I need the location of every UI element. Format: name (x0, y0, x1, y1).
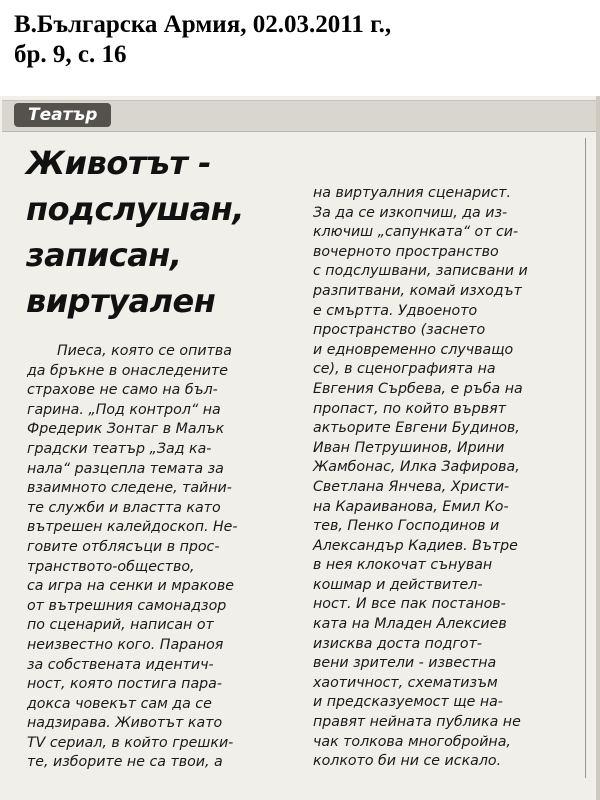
text-line: нала“ разцепла темата за (27, 460, 224, 477)
text-line: актьорите Евгени Будинов, (313, 420, 520, 437)
text-line: ключиш „сапунката“ от си- (313, 224, 519, 241)
text-line: Жамбонас, Илка Зафирова, (313, 459, 520, 476)
text-line: те, изборите не са твои, а (27, 754, 223, 771)
text-line: Иван Петрушинов, Ирини (313, 439, 505, 456)
text-line: изисква доста подгот- (313, 635, 482, 652)
text-line: кошмар и действител- (313, 576, 483, 593)
text-line: вени зрители - известна (313, 655, 497, 672)
clipping-edge (596, 96, 600, 800)
text-line: хаотичност, схематизъм (313, 674, 498, 691)
headline-line: записан, (26, 236, 182, 274)
text-line: страхове не само на бъл- (27, 382, 218, 399)
source-line-2: бр. 9, с. 16 (14, 41, 127, 68)
text-line: ност. И все пак постанов- (313, 596, 506, 613)
text-line: на виртуалния сценарист. (313, 185, 511, 201)
text-line: Евгения Сърбева, е ръба на (313, 380, 523, 397)
article-column-left (27, 342, 297, 773)
text-line: говите отблясъци в прос- (27, 538, 220, 555)
text-line: градски театър „Зад ка- (27, 440, 212, 457)
text-line: тев, Пенко Господинов и (313, 518, 500, 535)
rubric-label: Театър (14, 103, 111, 127)
text-line: ност, която постига пара- (27, 676, 222, 693)
text-line: колкото би ни се искало. (313, 753, 502, 770)
source-line-1: В.Българска Армия, 02.03.2011 г., (14, 11, 392, 38)
text-line: ката на Младен Алексиев (313, 616, 507, 633)
text-line: правят нейната публика не (313, 714, 521, 731)
text-line: Фредерик Зонтаг в Малък (27, 421, 225, 438)
text-line: транството-общество, (27, 558, 195, 575)
text-line: гарина. „Под контрол“ на (27, 401, 221, 418)
text-line: взаимното следене, тайни- (27, 480, 232, 497)
text-line: с подслушвани, записвани и (313, 263, 528, 280)
text-line: на Караиванова, Емил Ко- (313, 498, 509, 515)
text-line: са игра на сенки и мракове (27, 578, 234, 595)
text-line: и едновременно случващо (313, 341, 514, 358)
text-line: надзирава. Животът като (27, 715, 223, 732)
text-line: разпитвани, комай изходът (313, 282, 522, 299)
text-line: по сценарий, написан от (27, 617, 214, 634)
headline-line: подслушан, (26, 190, 245, 228)
text-line: Александър Кадиев. Вътре (313, 537, 518, 554)
text-line: се), в сценографията на (313, 361, 496, 378)
text-line: За да се изкопчиш, да из- (313, 204, 508, 221)
headline-line: виртуален (26, 282, 216, 320)
text-line: за собствената идентич- (27, 656, 214, 673)
text-line: пропаст, по който вървят (313, 400, 506, 417)
text-line: чак толкова многобройна, (313, 733, 511, 750)
text-line: неизвестно кого. Параноя (27, 636, 224, 653)
text-line: е смъртта. Удвоеното (313, 302, 478, 319)
source-citation (14, 10, 594, 70)
text-line: Пиеса, която се опитва (57, 343, 232, 359)
column-divider (585, 138, 586, 778)
headline-line: Животът - (26, 144, 211, 182)
text-line: да бръкне в онаследените (27, 362, 229, 379)
article-headline (26, 140, 308, 324)
text-line: Светлана Янчева, Христи- (313, 478, 510, 495)
text-line: от вътрешния самонадзор (27, 597, 227, 614)
text-line: в нея клокочат сънуван (313, 557, 493, 574)
text-line: вътрешен калейдоскоп. Не- (27, 519, 238, 536)
text-line: пространство (заснето (313, 322, 486, 339)
article-column-right (313, 184, 583, 772)
text-line: и предсказуемост ще на- (313, 694, 503, 711)
text-line: докса човекът сам да се (27, 695, 212, 712)
text-line: те служби и властта като (27, 499, 221, 516)
text-line: TV сериал, в който грешки- (27, 734, 234, 751)
text-line: вочерното пространство (313, 243, 499, 260)
